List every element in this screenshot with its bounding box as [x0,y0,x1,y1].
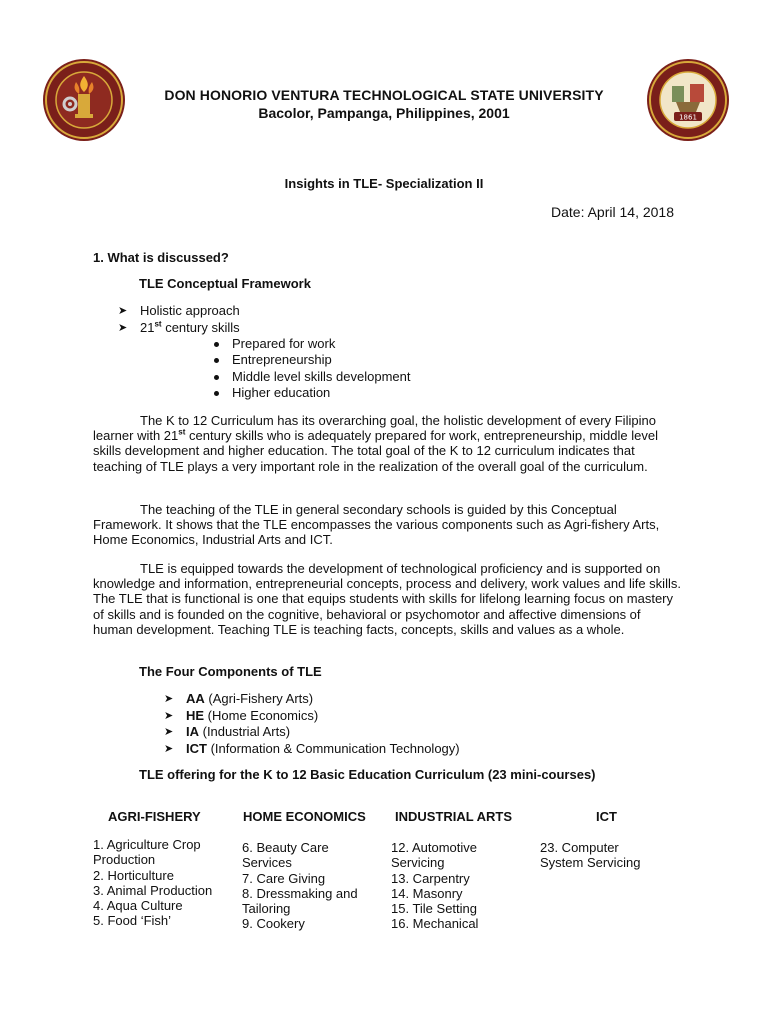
list-item: Middle level skills development [214,369,410,385]
paragraph-framework: The teaching of the TLE in general secondary schools is guided by this Conceptual Framework. It shows that the TLE encompasses the various components such as Agri-fishery Arts, Home Economics, Industrial Arts and ICT. [93,502,660,548]
list-item: 8. Dressmaking and Tailoring [242,885,358,917]
paragraph-curriculum-goal: The K to 12 Curriculum has its overarching goal, the holistic development of every Filipino learner with 21st century skills who is adequately prepared for work, entrepreneurship, middle level skills development and higher education. The total goal of the K to 12 curriculum indicates that teaching of TLE plays a very important role in the realization of the overall goal of the curriculum. [93,413,658,474]
question-heading: 1. What is discussed? [93,250,229,265]
university-name: DON HONORIO VENTURA TECHNOLOGICAL STATE UNIVERSITY [164,87,604,103]
list-item: 7. Care Giving [242,870,326,886]
list-item: 4. Aqua Culture [93,898,183,914]
list-item: 3. Animal Production [93,882,213,898]
list-item: 16. Mechanical [391,916,479,932]
components-heading: The Four Components of TLE [139,664,322,679]
bullet-icon [214,375,219,380]
bullet-icon [214,391,219,396]
list-item: ➤ ICT (Information & Communication Technology) [164,740,460,756]
arrow-bullet-icon: ➤ [164,726,174,738]
column-header-agri-fishery: AGRI-FISHERY [108,809,201,824]
list-item: 23. Computer System Servicing [540,840,641,871]
offering-heading: TLE offering for the K to 12 Basic Education Curriculum (23 mini-courses) [139,767,596,782]
column-header-ict: ICT [596,809,617,824]
list-item: 12. Automotive Servicing [391,840,477,871]
arrow-bullet-icon: ➤ [164,693,174,705]
framework-list [118,303,240,336]
list-item: 14. Masonry [391,885,463,901]
list-item: 15. Tile Setting [391,901,477,917]
column-industrial-arts [391,840,531,932]
list-item: 1. Agriculture Crop Production [93,837,201,868]
column-home-economics [242,840,382,932]
arrow-bullet-icon: ➤ [164,742,174,755]
column-header-home-economics: HOME ECONOMICS [243,809,366,824]
list-item: ➤ IA (Industrial Arts) [164,724,291,739]
document-date: Date: April 14, 2018 [551,204,674,220]
list-item: Entrepreneurship [214,352,410,368]
paragraph-tle-description: TLE is equipped towards the development of technological proficiency and is supported on knowledge and information, entrepreneurial concepts, process and delivery, work values and life skills. The TLE that is functional is one that equips students with skills for lifelong learning focus on mastery of skills and is founded on the cognitive, behavioral or psychomotor and affective dimensions of human development. Teaching TLE is teaching facts, concepts, skills and values as a whole. [93,561,681,637]
list-item: 5. Food ‘Fish’ [93,913,172,929]
list-item: ➤ AA (Agri-Fishery Arts) [164,691,314,706]
list-item: 2. Horticulture [93,867,174,883]
list-item: 9. Cookery [242,916,305,932]
list-item: 13. Carpentry [391,870,470,886]
seal-year: 1861 [679,113,697,122]
list-item: Prepared for work [214,336,410,352]
column-ict [540,840,680,871]
document-title: Insights in TLE- Specialization II [284,176,484,191]
bullet-icon [214,342,219,347]
list-item: ➤ 21st century skills [118,319,240,335]
column-header-industrial-arts: INDUSTRIAL ARTS [395,809,512,824]
arrow-bullet-icon: ➤ [118,305,128,317]
university-location: Bacolor, Pampanga, Philippines, 2001 [258,105,510,121]
framework-heading: TLE Conceptual Framework [139,276,311,291]
list-item: 6. Beauty Care Services [242,840,329,871]
list-item: Higher education [214,385,410,401]
arrow-bullet-icon: ➤ [164,709,174,722]
list-item: ➤ Holistic approach [118,303,240,318]
column-agri-fishery [93,837,233,929]
bullet-icon [214,358,219,363]
skills-list [214,336,410,401]
arrow-bullet-icon: ➤ [118,321,128,334]
list-item: ➤ HE (Home Economics) [164,707,319,723]
components-list [164,691,460,757]
